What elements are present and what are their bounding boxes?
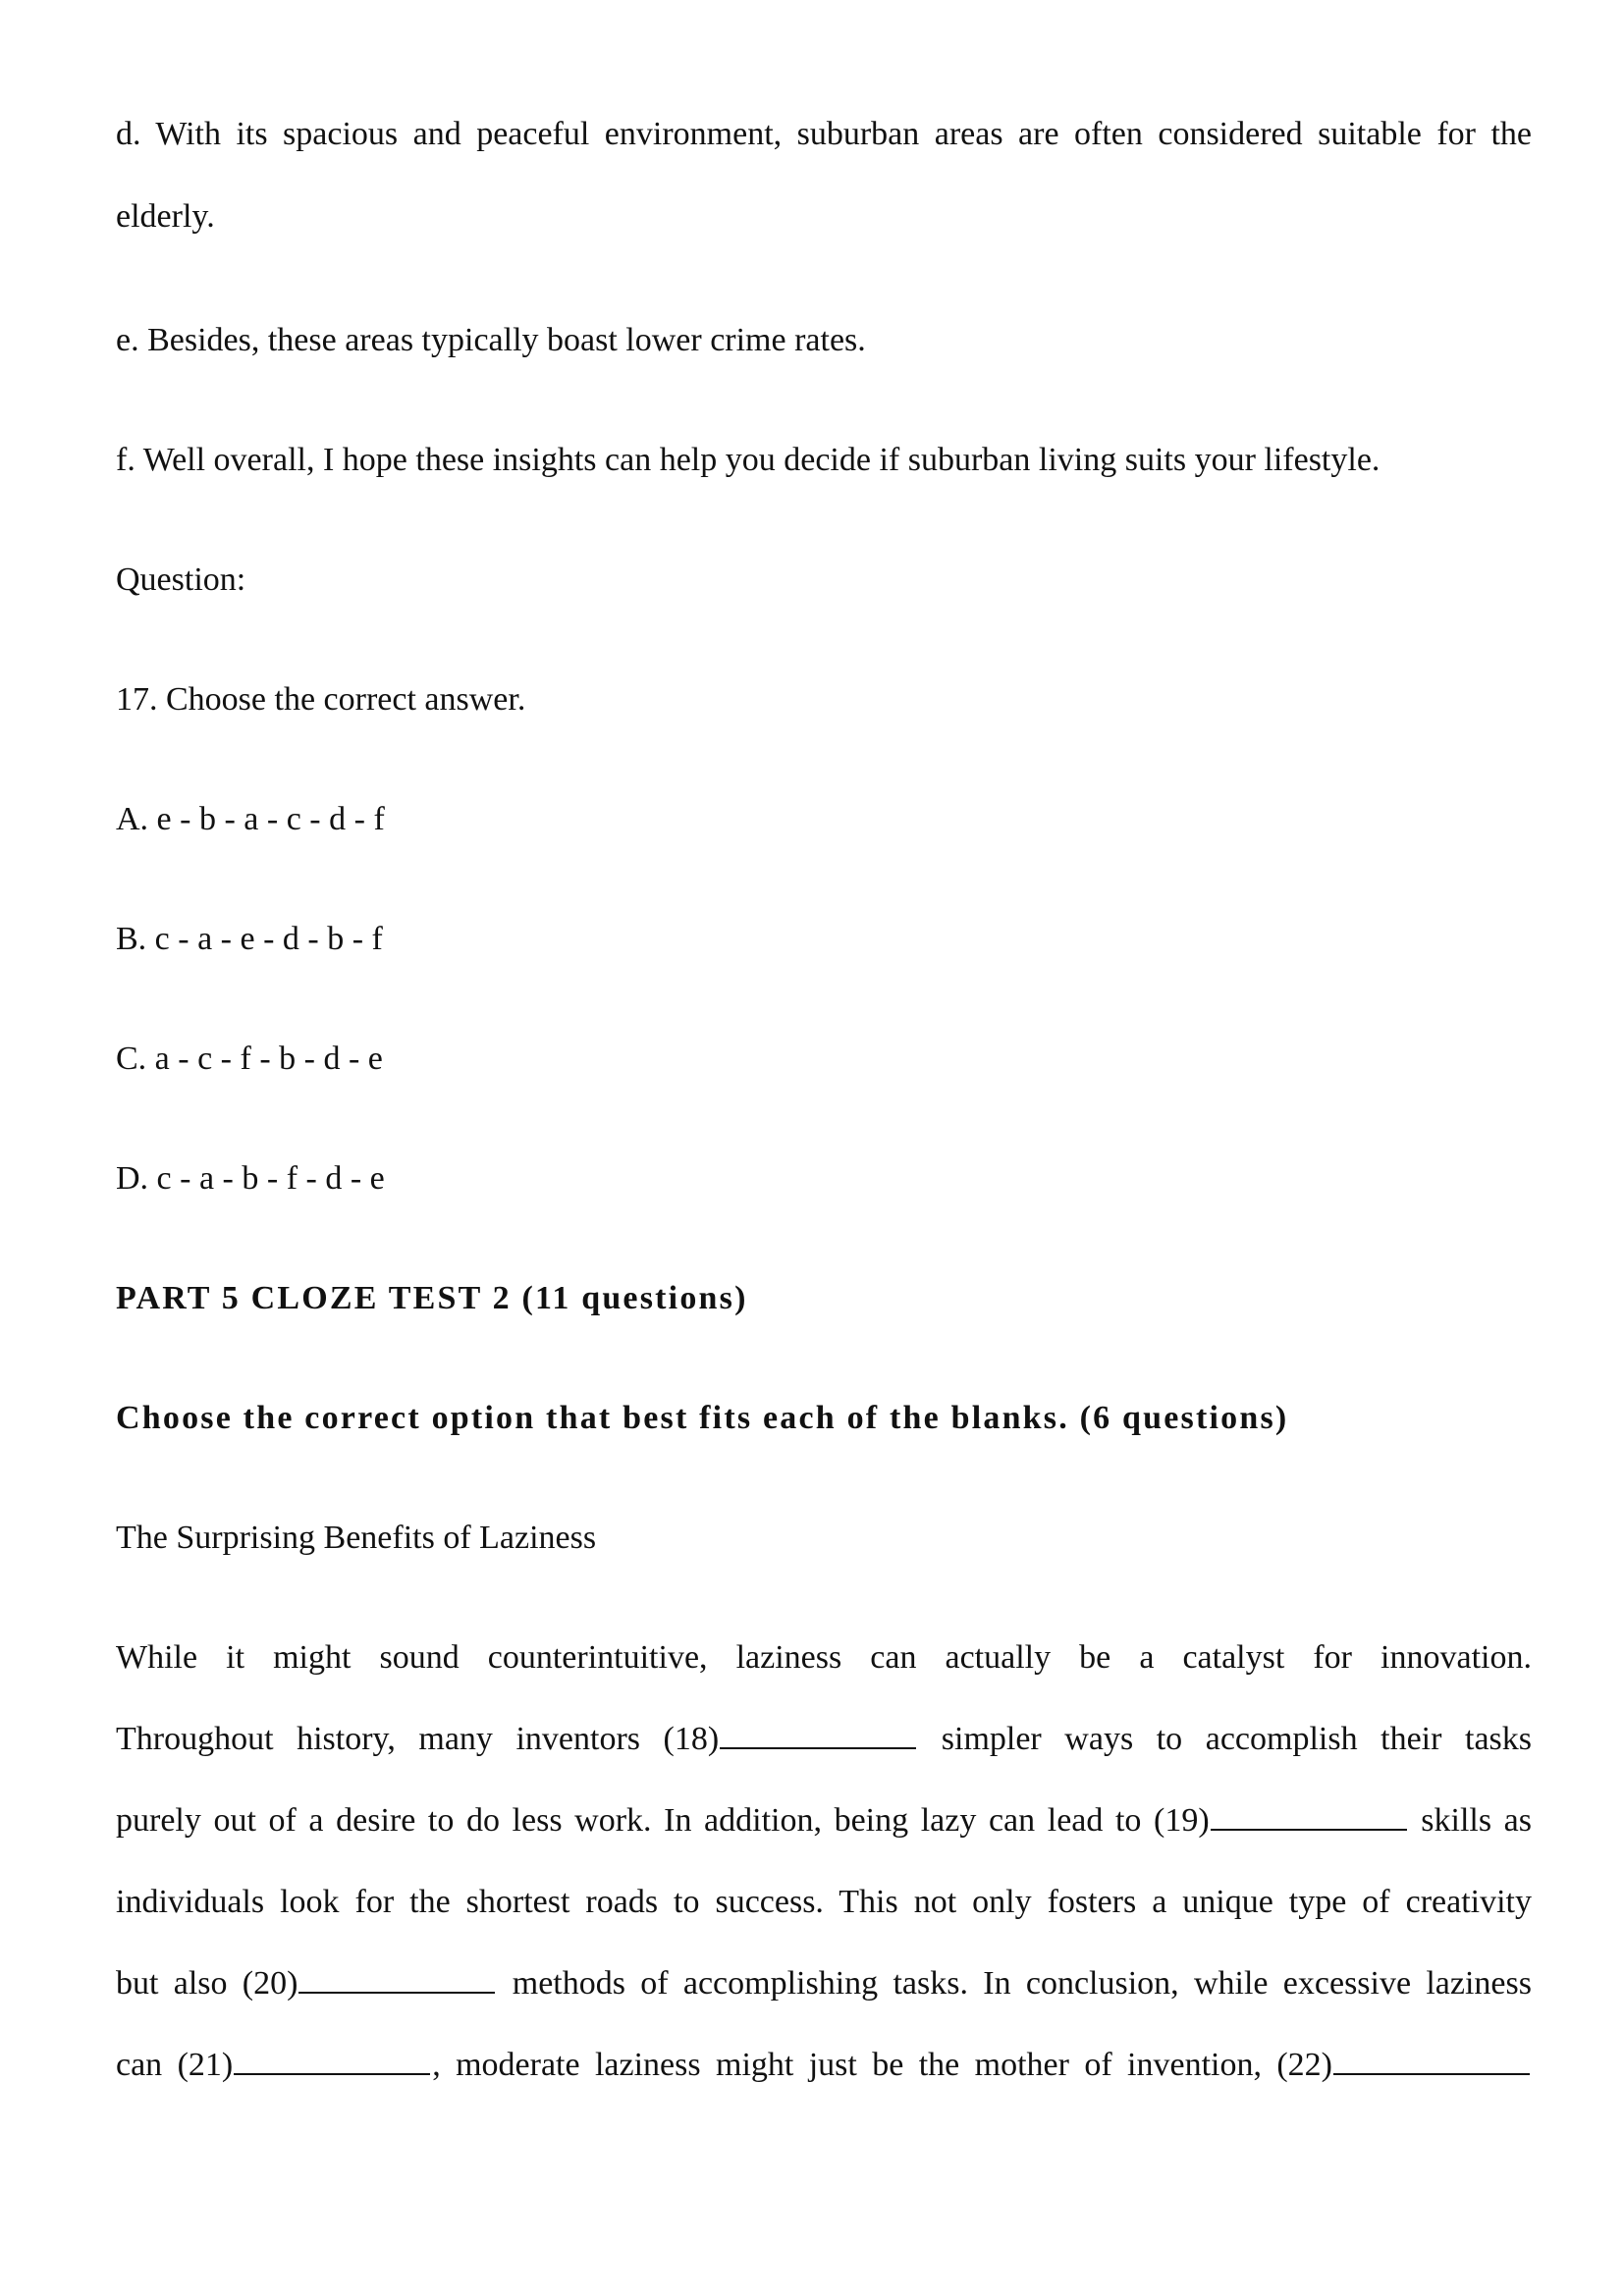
passage-line-5 [116,1963,1532,2004]
question-17-prompt: 17. Choose the correct answer. [116,681,526,718]
blank-22 [1333,2046,1530,2075]
passage-line-3-start: purely out of a desire to do less work. In addition, being lazy can lead to (19) [116,1802,1210,1839]
passage-line-6 [116,2045,1532,2086]
passage-line-2-start: Throughout history, many inventors (18) [116,1721,720,1757]
part-5-heading: PART 5 CLOZE TEST 2 (11 questions) [116,1280,748,1316]
passage-line-1: While it might sound counterintuitive, laziness can actually be a catalyst for innovation. [116,1639,1532,1676]
item-d-line-1: d. With its spacious and peaceful environment, suburban areas are often considered suitable for the [116,116,1532,152]
blank-21 [234,2046,430,2075]
passage-line-3-end: skills as [1408,1802,1532,1839]
blank-20 [298,1964,495,1994]
answer-option-b: B. c - a - e - d - b - f [116,921,383,957]
passage-line-6-start: can (21) [116,2047,234,2083]
answer-option-c: C. a - c - f - b - d - e [116,1041,383,1077]
passage-line-3 [116,1800,1532,1842]
passage-line-4: individuals look for the shortest roads to success. This not only fosters a unique type of creativity [116,1884,1532,1920]
passage-line-5-end: methods of accomplishing tasks. In conclusion, while excessive laziness [497,1965,1532,2002]
passage-title: The Surprising Benefits of Laziness [116,1520,597,1556]
item-f: f. Well overall, I hope these insights can help you decide if suburban living suits your lifestyle. [116,442,1380,478]
answer-option-a: A. e - b - a - c - d - f [116,801,385,837]
answer-option-d: D. c - a - b - f - d - e [116,1160,385,1197]
item-d-line-2: elderly. [116,198,215,235]
blank-18 [720,1720,916,1749]
passage-line-6-middle: , moderate laziness might just be the mother of invention, (22) [432,2047,1332,2083]
part-5-instruction: Choose the correct option that best fits each of the blanks. (6 questions) [116,1400,1289,1436]
passage-line-2-end: simpler ways to accomplish their tasks [918,1721,1532,1757]
blank-19 [1211,1801,1407,1831]
question-label: Question: [116,561,246,598]
passage-line-5-start: but also (20) [116,1965,298,2002]
passage-line-2 [116,1719,1532,1760]
item-e: e. Besides, these areas typically boast lower crime rates. [116,322,866,358]
